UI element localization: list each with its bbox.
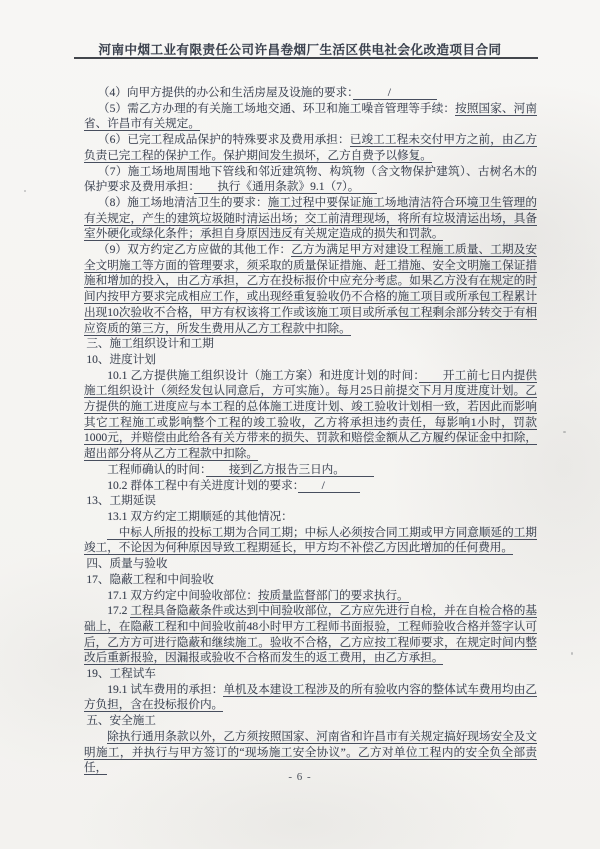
filled-in-underlined-text: 工程具备隐蔽条件或达到中间验收部位，乙方应先进行自检，并在自检合格的基础上，在隐蔽工程和中间验收前48小时甲方工程师书面报验，工程师验收合格并签字认可后，乙方方可进行隐蔽和继续施工。验收不合格，乙方应按工程师要求，在规定时间内整改后重新报验，因漏报或验收不合格而发生的返工费用，由乙方承担。 (84, 604, 537, 665)
contract-paragraph (84, 603, 537, 666)
filled-in-underlined-text: 除执行通用条款以外，乙方须按照国家、河南省和许昌市有关规定搞好现场安全及文明施工，并执行与甲方签订的“现场施工安全协议”。乙方对单位工程内的安全负全部责任， (84, 729, 537, 775)
filled-in-underlined-text: 执行《通用条款》9.1（7）。 (194, 180, 377, 194)
filled-in-underlined-text: / (352, 86, 438, 99)
header-rule (74, 57, 538, 59)
contract-paragraph (84, 509, 537, 525)
printed-text: 三、施工组织设计和工期 (86, 337, 214, 351)
section-heading (84, 666, 537, 682)
printed-text: 17.1 双方约定中间验收部位： (107, 588, 258, 602)
printed-text: 10.2 群体工程中有关进度计划的要求： (107, 478, 299, 492)
section-heading (84, 572, 537, 588)
contract-paragraph (84, 588, 537, 604)
filled-in-underlined-text: / (298, 478, 360, 492)
filled-in-underlined-text: 按质量监督部门的要求执行。 (257, 588, 409, 602)
filled-in-underlined-text: 单机及本建设工程涉及的所有验收内容的整体试车费用均由乙方负担，含在投标报价内。 (84, 682, 537, 712)
section-heading (84, 713, 537, 729)
contract-paragraph (84, 368, 537, 462)
printed-text: （5）需乙方办理的有关施工场地交通、环卫和施工噪音管理等手续： (97, 101, 456, 115)
filled-in-underlined-text: 施工过程中要保证施工场地清洁符合环境卫生管理的有关规定，产生的建筑垃圾随时清运出场；交工前清理现场，将所有垃圾清运出场，具备室外硬化或绿化条件；承担自身原因违反有关规定造成的损失和罚款。 (84, 195, 537, 241)
filled-in-underlined-text: 开工前七日内提供施工组织设计（须经发包认同意后，方可实施）。每月25日前提交下月月度进度计划。乙方提供的施工进度应与本工程的总体施工进度计划、竣工验收计划相一致，若因此而影响其它工程施工或影响整个工程的竣工验收，乙方将承担违约责任，每影响1小时，罚款1000元，并赔偿由此给各有关方带来的损失、罚款和赔偿金额从乙方履约保证金中扣除，超出部分将从乙方工程款中扣除。 (84, 368, 537, 461)
contract-paragraph (84, 195, 537, 242)
printed-text: 19.1 试车费用的承担： (107, 682, 224, 696)
filled-in-underlined-text: 已竣工工程未交付甲方之前，由乙方负责已完工程的保护工作。保护期间发生损坏，乙方自费予以修复。 (84, 133, 537, 162)
contract-paragraph (84, 682, 537, 713)
contract-paragraph (84, 164, 537, 195)
printed-text: 19、工程试车 (86, 667, 156, 681)
contract-paragraph (84, 478, 537, 494)
printed-text: 工程师确认的时间： (107, 462, 206, 476)
printed-text: 四、质量与验收 (86, 557, 168, 571)
section-heading (84, 336, 537, 352)
printed-text: （4）向甲方提供的办公和生活房屋及设施的要求： (97, 86, 353, 99)
contract-body (84, 85, 537, 776)
printed-text: 13、工期延误 (86, 494, 156, 508)
section-heading (84, 493, 537, 509)
page-number: - 6 - (288, 771, 312, 783)
printed-text: （9）双方约定乙方应做的其他工作： (97, 243, 292, 257)
scan-artifact (571, 652, 573, 655)
printed-text: 17、隐蔽工程和中间验收 (86, 572, 214, 586)
contract-paragraph (84, 525, 537, 556)
filled-in-underlined-text: 按照国家、河南省、许昌市有关规定。 (84, 101, 537, 131)
filled-in-underlined-text: 乙方为满足甲方对建设工程施工质量、工期及安全文明施工等方面的管理要求，须采取的质量保证措施、赶工措施、安全文明施工保证措施和增加的投入，由乙方承担，乙方在投标报价中应充分考虑。如果乙方没有在规定的时间内按甲方要求完成相应工作，或出现经重复验收仍不合格的施工项目或所承包工程累计出现10次验收不合格，甲方有权该将工作或该施工项目或所承包工程剩余部分转交于有相应资质的第三方，所发生费用从乙方工程款中扣除。 (84, 243, 537, 335)
document-header-title: 河南中烟工业有限责任公司许昌卷烟厂生活区供电社会化改造项目合同 (98, 43, 502, 57)
printed-text: 17.2 (107, 604, 131, 618)
printed-text: （7）施工场地周围地下管线和邻近建筑物、构筑物（含文物保护建筑）、古树名木的保护要求及费用承担： (84, 164, 537, 194)
contract-paragraph (84, 729, 537, 776)
contract-paragraph (84, 101, 537, 132)
scan-artifact (24, 190, 26, 192)
printed-text: 13.1 双方约定工期顺延的其他情况： (107, 509, 293, 523)
section-heading (84, 556, 537, 572)
printed-text: 10.1 乙方提供施工组织设计（施工方案）和进度计划的时间： (107, 368, 420, 382)
filled-in-underlined-text: 接到乙方报告三日内。 (205, 462, 374, 476)
contract-paragraph (84, 132, 537, 163)
contract-paragraph (84, 462, 537, 478)
scan-artifact (563, 431, 566, 433)
contract-paragraph (84, 85, 537, 101)
printed-text: 10、进度计划 (86, 352, 156, 366)
printed-text: （8）施工场地清洁卫生的要求： (97, 195, 268, 209)
printed-text: 五、安全施工 (86, 714, 156, 728)
printed-text: （6）已完工程成品保护的特殊要求及费用承担： (97, 133, 350, 147)
filled-in-underlined-text: 中标人所报的投标工期为合同工期；中标人必须按合同工期或甲方同意顺延的工期竣工，不论因为何种原因导致工程期延长，甲方均不补偿乙方因此增加的任何费用。 (84, 525, 537, 555)
section-heading (84, 352, 537, 368)
contract-paragraph (84, 242, 537, 336)
